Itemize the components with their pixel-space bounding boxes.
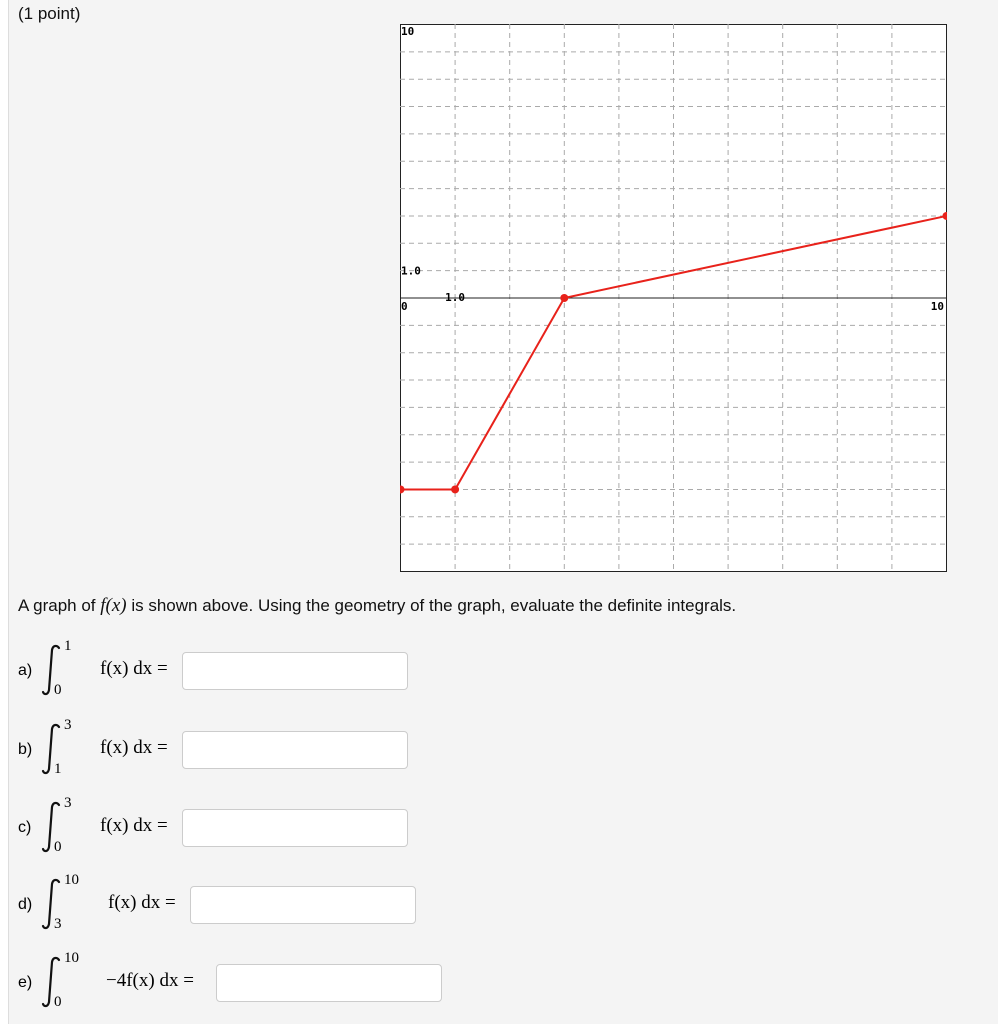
tick-label: 10 — [401, 25, 415, 38]
upper-limit: 10 — [64, 872, 79, 888]
upper-limit: 3 — [64, 795, 72, 811]
answer-input-c[interactable] — [182, 809, 408, 847]
tick-label: 0 — [401, 300, 408, 313]
tick-label: 1.0 — [401, 264, 421, 278]
question-label: a) — [18, 662, 33, 679]
integrand: −4f(x) dx = — [106, 970, 194, 991]
upper-limit: 1 — [64, 638, 72, 654]
answer-input-a[interactable] — [182, 652, 408, 690]
question-label: c) — [18, 819, 32, 836]
data-point — [560, 294, 568, 302]
answer-input-e[interactable] — [216, 964, 442, 1002]
tick-label: 10 — [930, 300, 944, 313]
question-label: e) — [18, 974, 33, 991]
integrand: f(x) dx = — [100, 737, 168, 758]
lower-limit: 0 — [54, 994, 62, 1010]
integrand: f(x) dx = — [100, 658, 168, 679]
prompt-text-start: A graph of — [18, 596, 101, 615]
function-graph — [400, 24, 947, 572]
answer-input-d[interactable] — [190, 886, 416, 924]
prompt-text-end: is shown above. Using the geometry of the graph, evaluate the definite integrals. — [126, 596, 737, 615]
lower-limit: 0 — [54, 839, 62, 855]
data-point — [451, 485, 459, 493]
tick-label: 1.0 — [445, 291, 466, 304]
upper-limit: 3 — [64, 717, 72, 733]
lower-limit: 0 — [54, 682, 62, 698]
lower-limit: 3 — [54, 916, 62, 932]
integrand: f(x) dx = — [100, 815, 168, 836]
prompt-function: f(x) — [100, 595, 127, 616]
problem-prompt — [18, 595, 736, 617]
lower-limit: 1 — [54, 761, 62, 777]
question-label: d) — [18, 896, 33, 913]
integrand: f(x) dx = — [108, 892, 176, 913]
upper-limit: 10 — [64, 950, 79, 966]
points-label: (1 point) — [18, 4, 81, 23]
question-label: b) — [18, 741, 33, 758]
answer-input-b[interactable] — [182, 731, 408, 769]
